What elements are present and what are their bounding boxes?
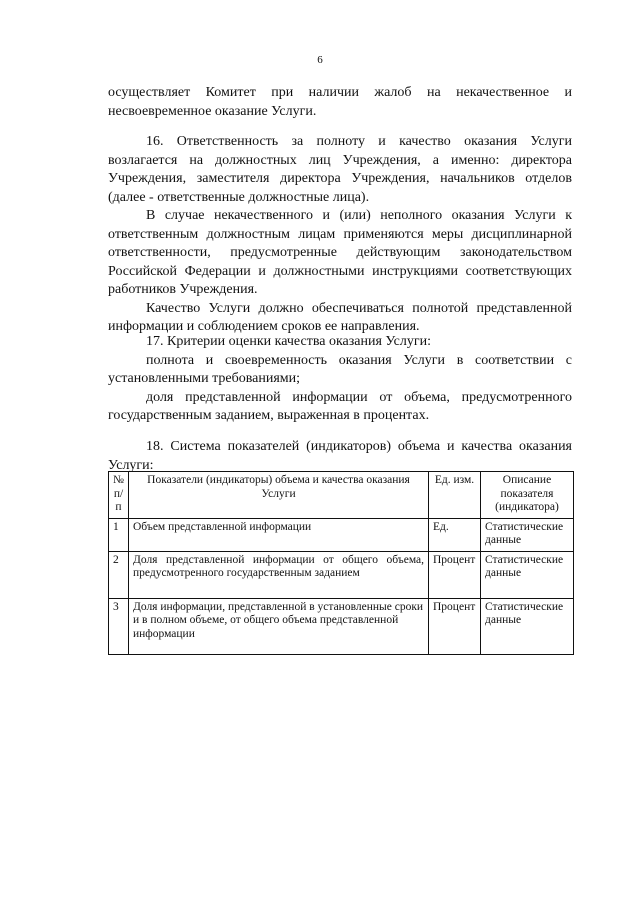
- section-16-paragraph-2: В случае некачественного и (или) неполного оказания Услуги к ответственным должностным лицам применяются меры дисциплинарной ответственности, предусмотренные действующим законодательством Российской Федерации и должностными инструкциями соответствующих работников Учреждения.: [108, 208, 572, 297]
- cell-num: 3: [109, 598, 129, 654]
- section-16-paragraph-3: Качество Услуги должно обеспечиваться полнотой представленной информации и соблюдением сроков ее направления.: [108, 300, 572, 334]
- indicators-table: [108, 471, 574, 655]
- section-16: [108, 133, 572, 337]
- cell-num: 2: [109, 551, 129, 598]
- section-17: [108, 333, 572, 426]
- cell-unit: Процент: [429, 598, 481, 654]
- cell-desc: Статистические данные: [481, 551, 574, 598]
- table-row: [109, 551, 574, 598]
- cell-name: Объем представленной информации: [129, 518, 429, 551]
- cell-desc: Статистические данные: [481, 598, 574, 654]
- page-number: 6: [317, 54, 323, 66]
- header-name: Показатели (индикаторы) объема и качества оказания Услуги: [129, 472, 429, 519]
- intro-paragraph: осуществляет Комитет при наличии жалоб на некачественное и несвоевременное оказание Услуги.: [108, 85, 572, 119]
- section-18-heading: 18. Система показателей (индикаторов) объема и качества оказания: [146, 439, 572, 454]
- header-num: № п/п: [109, 472, 129, 519]
- table-row: [109, 518, 574, 551]
- header-desc: Описание показателя (индикатора): [481, 472, 574, 519]
- section-18-heading-cont: Услуги:: [108, 457, 154, 473]
- cell-num: 1: [109, 518, 129, 551]
- table-header-row: [109, 472, 574, 519]
- section-17-heading: 17. Критерии оценки качества оказания Услуги:: [146, 334, 431, 349]
- cell-name: Доля информации, представленной в установленные сроки и в полном объеме, от общего объема представленной информации: [129, 598, 429, 654]
- section-17-criterion-2: доля представленной информации от объема, предусмотренного государственным заданием, выраженная в процентах.: [108, 389, 572, 423]
- cell-desc: Статистические данные: [481, 518, 574, 551]
- cell-unit: Процент: [429, 551, 481, 598]
- section-16-paragraph-1: 16. Ответственность за полноту и качество оказания Услуги возлагается на должностных лиц Учреждения, а именно: директора Учреждения, заместителя директора Учреждения, начальников отделов (далее - ответственные должностные лица).: [108, 134, 572, 205]
- table-row: [109, 598, 574, 654]
- section-18: [108, 438, 572, 475]
- header-unit: Ед. изм.: [429, 472, 481, 519]
- section-17-criterion-1: полнота и своевременность оказания Услуги в соответствии с установленными требованиями;: [108, 352, 572, 386]
- intro-paragraph-block: [108, 84, 572, 121]
- cell-name: Доля представленной информации от общего объема, предусмотренного государственным заданием: [129, 551, 429, 598]
- cell-unit: Ед.: [429, 518, 481, 551]
